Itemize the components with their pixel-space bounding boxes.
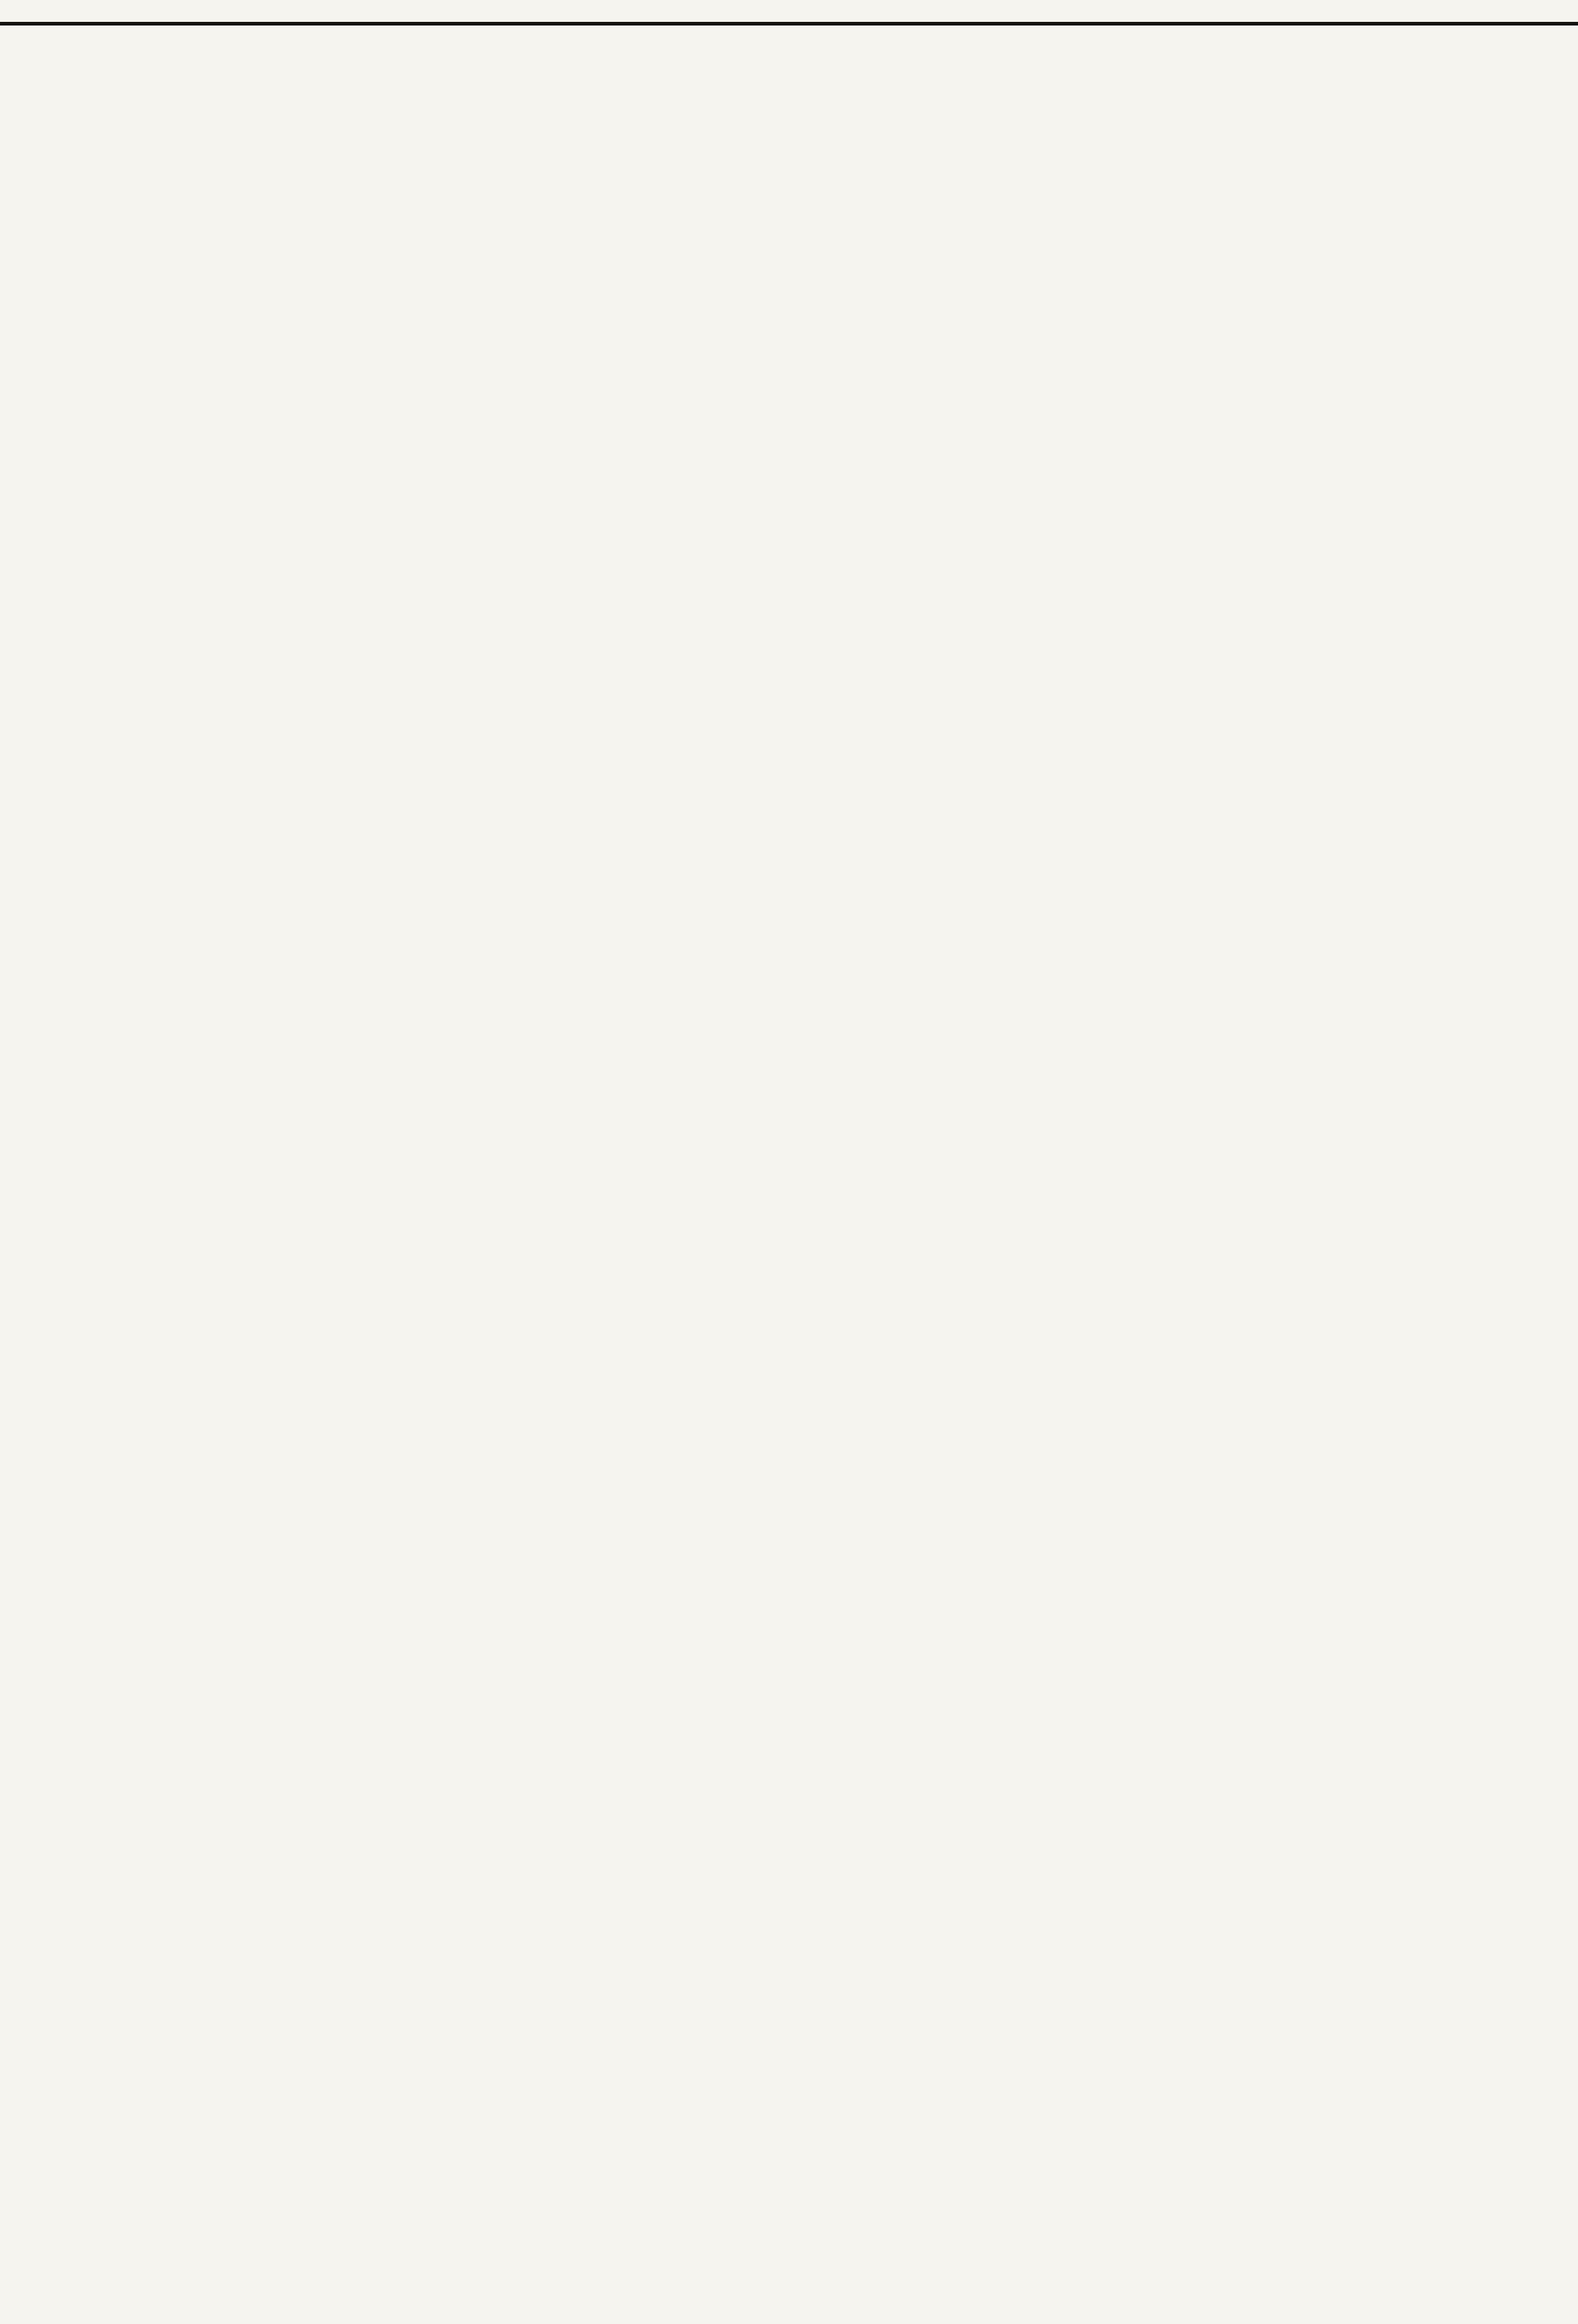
classifieds-grid (0, 26, 1578, 50)
page-header (0, 0, 1578, 26)
